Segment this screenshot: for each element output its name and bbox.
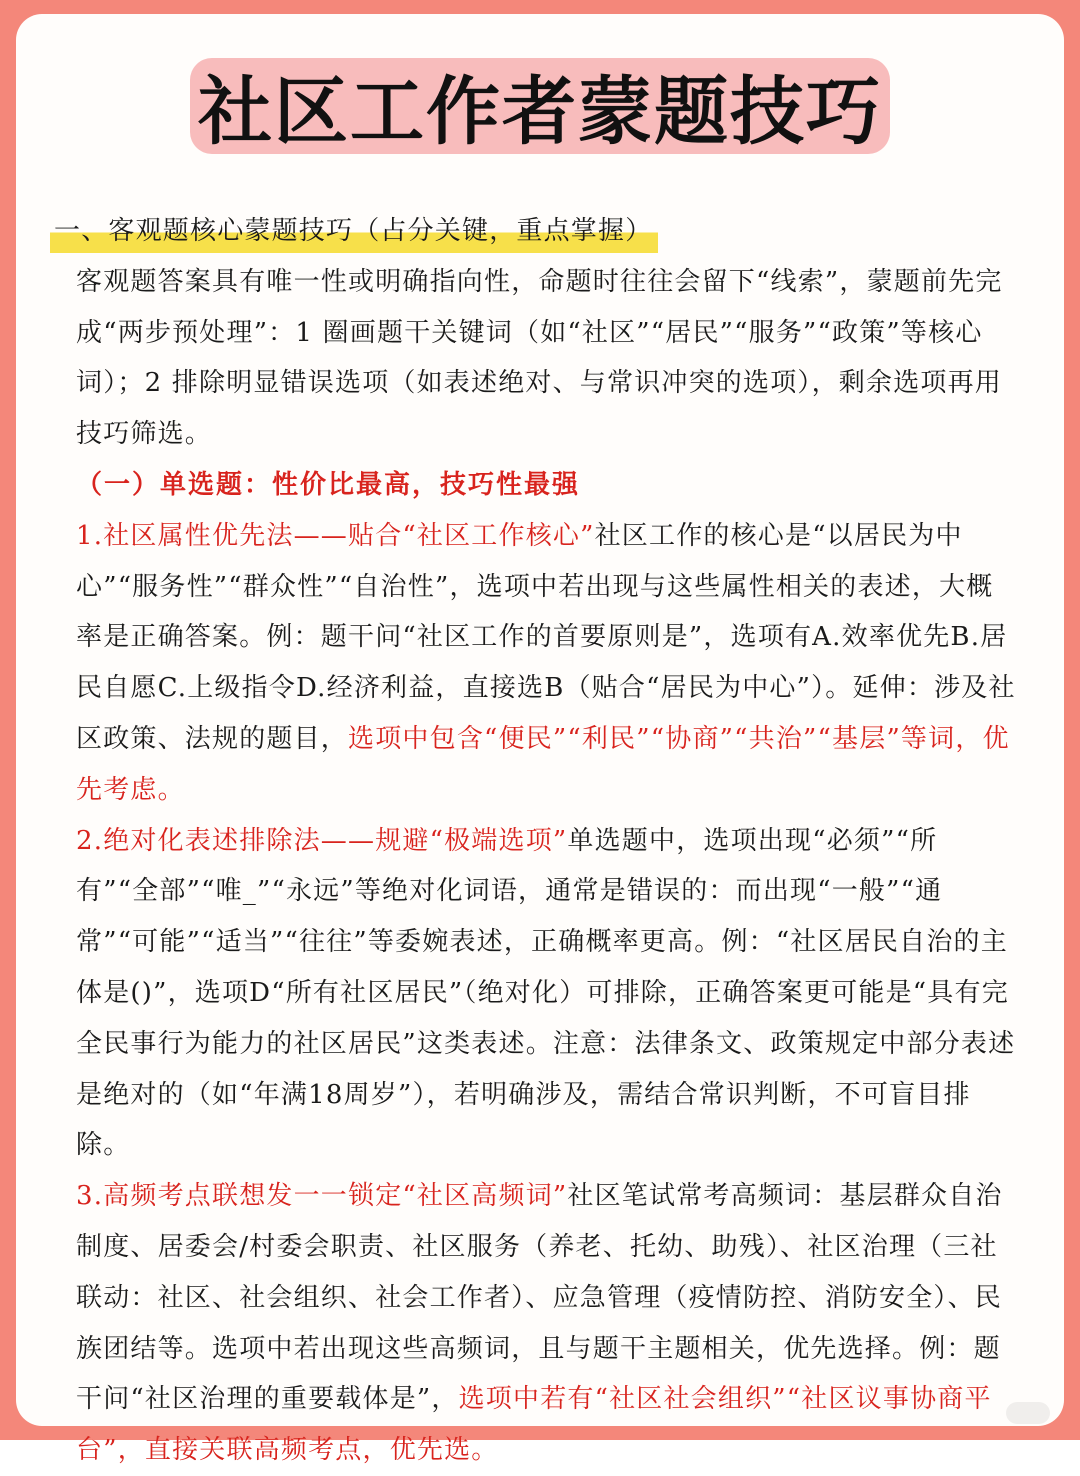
section-heading: 一、客观题核心蒙题技巧（占分关键，重点掌握） [50,206,658,257]
tip-1-title: 1.社区属性优先法——贴合“社区工作核心” [76,521,595,551]
tip-2-body: 单选题中，选项出现“必须”“所有”“全部”“唯_”“永远”等绝对化词语，通常是错误的：而出现“一般”“通常”“可能”“适当”“往往”等委婉表述，正确概率更高。例：“社区居民自治的主体是()”，选项D“所有社区居民”（绝对化）可排除，正确答案更可能是“具有完全民事行为能力的社区居民”这类表述。注意：法律条文、政策规定中部分表述是绝对的（如“年满18周岁”），若明确涉及，需结合常识判断，不可盲目排除。 [76,826,1015,1161]
section-heading-row [60,206,1020,257]
tip-1-highlight: 选项中包含“便民”“利民”“协商”“共治”“基层”等词，优先考虑。 [76,724,1010,805]
tip-3-title: 3.高频考点联想发一一锁定“社区高频词” [76,1181,567,1211]
article-body [60,206,1020,1476]
watermark-badge [1006,1402,1050,1424]
tip-2 [60,816,1020,1172]
tip-1 [60,511,1020,816]
title-banner [190,58,890,154]
tip-1-body: 社区工作的核心是“以居民为中心”“服务性”“群众性”“自治性”，选项中若出现与这些属性相关的表述，大概率是正确答案。例：题干问“社区工作的首要原则是”，选项有A.效率优先B.居民自愿C.上级指令D.经济利益，直接选B（贴合“居民为中心”）。延伸：涉及社区政策、法规的题目， [76,521,1016,754]
tip-3-highlight: 选项中若有“社区社会组织”“社区议事协商平台”，直接关联高频考点，优先选。 [76,1384,992,1465]
section-intro: 客观题答案具有唯一性或明确指向性，命题时往往会留下“线索”，蒙题前先完成“两步预处理”：1 圈画题干关键词（如“社区”“居民”“服务”“政策”等核心词）；2 排除明显错误选项（如表述绝对、与常识冲突的选项），剩余选项再用技巧筛选。 [60,257,1020,460]
tip-2-title: 2.绝对化表述排除法——规避“极端选项” [76,826,567,856]
page-title: 社区工作者蒙题技巧 [198,53,882,159]
subsection-heading: （一）单选题：性价比最高，技巧性最强 [60,460,1020,511]
tip-3 [60,1171,1020,1476]
tip-3-body: 社区笔试常考高频词：基层群众自治制度、居委会/村委会职责、社区服务（养老、托幼、助残）、社区治理（三社联动：社区、社会组织、社会工作者）、应急管理（疫情防控、消防安全）、民族团结等。选项中若出现这些高频词，且与题干主题相关，优先选择。例：题干问“社区治理的重要载体是”， [76,1181,1003,1414]
